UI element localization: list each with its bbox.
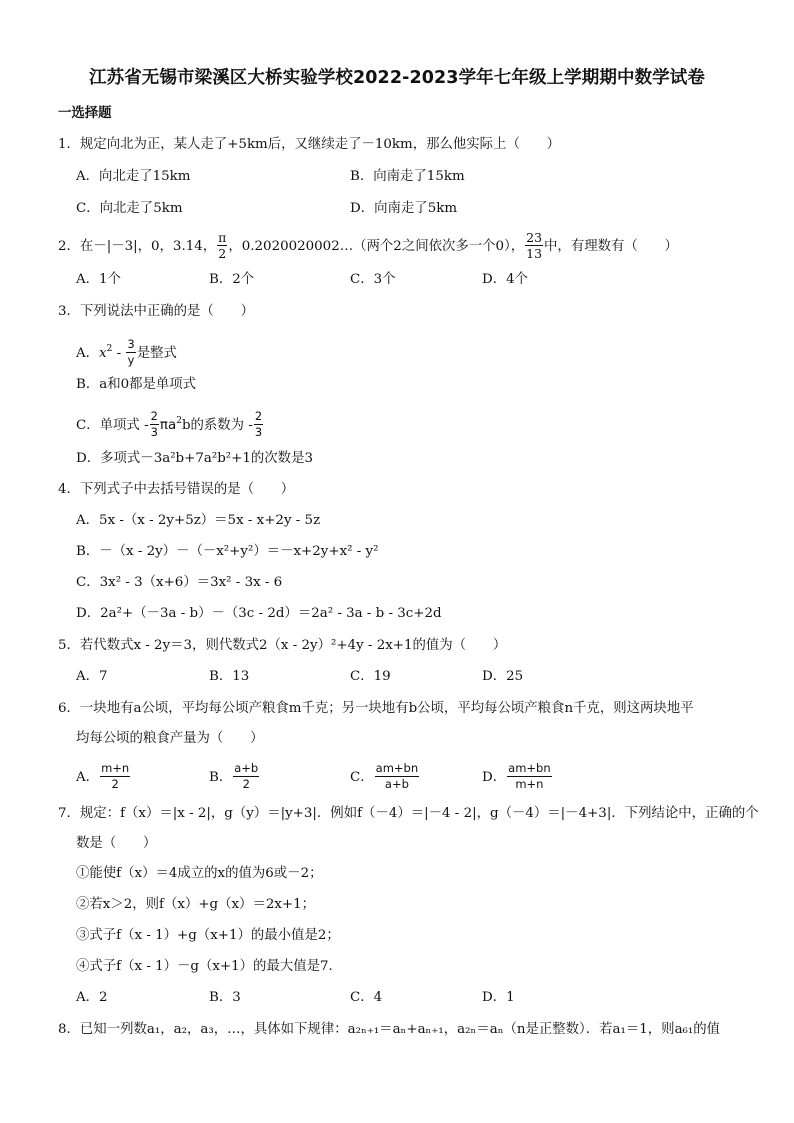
q3-fraction [126,337,135,368]
fraction-denominator: 3 [254,425,263,439]
option-fraction [507,761,551,792]
q2-option-b: B．2个 [209,272,255,287]
exponent: 2 [106,344,113,354]
q4-option-a: A．5x -（x - 2y+5z）＝5x - x+2y - 5z [76,513,321,528]
coef-fraction [150,409,159,440]
fraction-numerator: 2 [254,409,263,423]
q1-option-a: A．向北走了15km [76,169,191,184]
q5-option-a: A．7 [76,669,108,684]
math-var: x [99,346,107,361]
option-fraction [100,761,130,792]
q5-option-d: D．25 [482,669,524,684]
minus-sign: - [112,346,126,361]
q7-statement-2: ②若x＞2，则f（x）+g（x）＝2x+1； [76,897,316,912]
q7-option-a: A．2 [76,990,108,1005]
option-text: b的系数为 - [181,418,253,433]
option-letter: A． [76,346,100,361]
monomial: πa [159,418,177,433]
exponent: 2 [176,416,182,426]
option-letter: B． [209,770,233,785]
q2-stem-part1: 2．在－|－3|，0，3.14， [58,239,217,254]
q7-statement-1: ①能使f（x）＝4成立的x的值为6或－2； [76,866,323,881]
fraction-denominator: 2 [242,777,250,791]
fraction-denominator: 3 [150,425,158,439]
q3-option-a [76,338,177,369]
option-text: 是整式 [136,346,177,361]
q1-stem: 1．规定向北为正，某人走了+5km后，又继续走了－10km，那么他实际上（ ） [58,137,561,152]
q2-option-a: A．1个 [76,272,121,287]
fraction-numerator: a+b [234,761,259,775]
coef-fraction [254,409,263,440]
option-fraction [233,761,259,792]
q5-option-b: B．13 [209,669,250,684]
fraction-denominator: 2 [218,246,227,261]
q7-option-d: D．1 [482,990,515,1005]
fraction-denominator: y [127,353,135,367]
q4-option-c: C．3x² - 3（x+6）＝3x² - 3x - 6 [76,575,283,590]
q4-option-d: D．2a²+（－3a - b）－（3c - 2d）＝2a² - 3a - b - 3c+2d [76,606,442,621]
q6-stem-line2: 均每公顷的粮食产量为（ ） [76,731,264,746]
q8-stem: 8．已知一列数a₁，a₂，a₃，…，具体如下规律：a₂ₙ₊₁＝aₙ+aₙ₊₁，a₂ₙ＝aₙ（n是正整数）．若a₁＝1，则a₆₁的值 [58,1022,721,1037]
q2-option-c: C．3个 [350,272,396,287]
q3-option-c [76,410,264,441]
q5-stem: 5．若代数式x - 2y＝3，则代数式2（x - 2y）²+4y - 2x+1的值为（ ） [58,638,507,653]
q3-option-b: B．a和0都是单项式 [76,377,197,392]
q3-stem: 3．下列说法中正确的是（ ） [58,304,254,319]
option-letter: C． [350,770,374,785]
q4-option-b: B．－（x - 2y）－（－x²+y²）＝－x+2y+x² - y² [76,544,379,559]
q1-option-c: C．向北走了5km [76,201,183,216]
option-letter: A． [76,770,100,785]
page-title: 江苏省无锡市梁溪区大桥实验学校2022-2023学年七年级上学期期中数学试卷 [89,68,705,88]
option-fraction [375,761,419,792]
q6-option-b [209,762,260,793]
q2-fraction-pi [217,230,227,261]
q7-statement-3: ③式子f（x - 1）+g（x+1）的最小值是2； [76,928,340,943]
q2-stem-part3: 中，有理数有（ ） [544,239,678,254]
fraction-numerator: 23 [526,230,543,245]
q6-option-a [76,762,131,793]
fraction-denominator: a+b [384,777,409,791]
fraction-numerator: 3 [127,337,135,351]
fraction-numerator: 2 [150,409,158,423]
q7-stem-line2: 数是（ ） [76,836,157,851]
fraction-numerator: am+bn [508,761,551,775]
fraction-denominator: 2 [111,777,119,791]
fraction-denominator: m+n [515,777,544,791]
option-text: C．单项式 - [76,418,149,433]
fraction-denominator: 13 [526,246,543,261]
q1-option-d: D．向南走了5km [350,201,458,216]
q7-stem-line1: 7．规定：f（x）＝|x - 2|，g（y）＝|y+3|．例如f（－4）＝|－4 - 2|，g（－4）＝|－4+3|．下列结论中，正确的个 [58,806,759,821]
q7-statement-4: ④式子f（x - 1）－g（x+1）的最大值是7． [76,959,342,974]
q2-option-d: D．4个 [482,272,529,287]
q2-fraction-23-13 [525,230,543,261]
q3-option-d: D．多项式－3a²b+7a²b²+1的次数是3 [76,451,313,466]
q6-stem-line1: 6．一块地有a公顷，平均每公顷产粮食m千克；另一块地有b公顷，平均每公顷产粮食n千克，则这两块地平 [58,701,694,716]
fraction-numerator: am+bn [375,761,419,775]
q2-stem [58,231,678,262]
q7-option-c: C．4 [350,990,383,1005]
q6-option-c [350,762,420,793]
q2-stem-part2: ，0.2020020002…（两个2之间依次多一个0）， [228,239,525,254]
q4-stem: 4．下列式子中去括号错误的是（ ） [58,482,295,497]
section-heading: 一选择题 [58,106,112,121]
q5-option-c: C．19 [350,669,391,684]
q6-option-d [482,762,553,793]
q7-option-b: B．3 [209,990,241,1005]
q1-option-b: B．向南走了15km [350,169,465,184]
fraction-numerator: m+n [101,761,130,775]
option-letter: D． [482,770,507,785]
fraction-numerator: π [218,230,227,245]
